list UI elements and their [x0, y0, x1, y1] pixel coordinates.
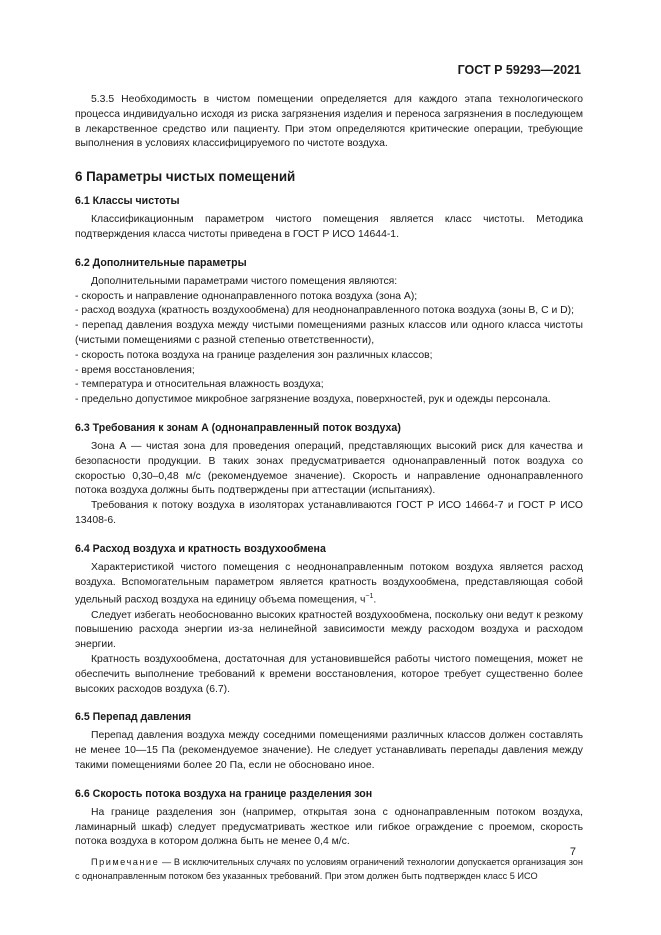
subsection-6-1-title: 6.1 Классы чистоты	[75, 195, 180, 208]
page-content	[75, 93, 583, 883]
paragraph-6-2-intro: Дополнительными параметрами чистого помещения являются:	[91, 275, 398, 287]
paragraph-5-3-5: 5.3.5 Необходимость в чистом помещении определяется для каждого этапа технологического процесса индивидуально исходя из риска загрязнения изделия и переноса загрязнения в последующем в лекарственное средство или пациенту. При этом определяются критические операции, требующие выполнения в условиях классифицируемого по чистоте воздуха.	[75, 94, 583, 150]
paragraph-6-6: На границе разделения зон (например, открытая зона с однонаправленным потоком воздуха, ламинарный шкаф) следует предусматривать жесткое или гибкое ограждение с проемом, скорость потока воздуха в котором должна быть не менее 0,4 м/с.	[75, 806, 583, 848]
paragraph-6-3-1: Зона А — чистая зона для проведения операций, представляющих высокий риск для качества и безопасности продукции. В таких зонах предусматривается однонаправленный поток воздуха со скоростью 0,30–0,48 м/с (рекомендуемое значение). Скорость и направление однонаправленного потока воздуха должны быть подтверждены при аттестации (испытаниях).	[75, 440, 583, 497]
subsection-6-4-title: 6.4 Расход воздуха и кратность воздухообмена	[75, 542, 326, 555]
paragraph-6-4-1	[75, 561, 583, 609]
additional-parameters-list	[75, 290, 583, 408]
document-header: ГОСТ Р 59293—2021	[457, 63, 581, 77]
subsection-6-6-title: 6.6 Скорость потока воздуха на границе разделения зон	[75, 787, 373, 800]
list-item: - температура и относительная влажность воздуха;	[75, 379, 324, 391]
paragraph-6-4-2: Следует избегать необоснованно высоких кратностей воздухообмена, поскольку они ведут к резкому повышению расхода энергии из-за нелинейной зависимости между расходом воздуха и расходом энергии.	[75, 609, 583, 651]
subsection-6-2-title: 6.2 Дополнительные параметры	[75, 256, 247, 269]
note-6-6	[75, 856, 583, 883]
section-6-title: 6 Параметры чистых помещений	[75, 169, 296, 185]
subsection-6-3-title: 6.3 Требования к зонам А (однонаправленный поток воздуха)	[75, 421, 401, 434]
note-label: Примечание	[91, 857, 160, 868]
paragraph-6-5: Перепад давления воздуха между соседними помещениями различных классов должен составлять не менее 10—15 Па (рекомендуемое значение). Не следует устанавливать перепады давления между такими помещениями более 20 Па, если не обосновано иное.	[75, 730, 583, 771]
paragraph-6-4-3: Кратность воздухообмена, достаточная для установившейся работы чистого помещения, может не обеспечить выполнение требований к времени восстановления, которое требует существенно более высоких расходов воздуха (6.7).	[75, 653, 583, 695]
paragraph-6-4-1-text: Характеристикой чистого помещения с неоднонаправленным потоком воздуха является расход воздуха. Вспомогательным параметром является кратность воздухообмена, представляющая собой удельный расход воздуха на единицу объема помещения, ч	[75, 561, 583, 606]
paragraph-6-4-1-end: .	[373, 594, 377, 606]
paragraph-6-3-2: Требования к потоку воздуха в изоляторах устанавливаются ГОСТ Р ИСО 14664-7 и ГОСТ Р ИСО 13408-6.	[75, 500, 583, 526]
list-item: - предельно допустимое микробное загрязнение воздуха, поверхностей, рук и одежды персонала.	[75, 394, 551, 406]
page-number: 7	[569, 846, 576, 858]
list-item: - время восстановления;	[75, 364, 195, 376]
list-item: - скорость потока воздуха на границе разделения зон различных классов;	[75, 349, 433, 361]
list-item: - перепад давления воздуха между чистыми помещениями разных классов или одного класса чистоты (чистыми помещениями с разной степенью ответственности),	[75, 320, 583, 346]
paragraph-6-1: Классификационным параметром чистого помещения является класс чистоты. Методика подтверждения класса чистоты приведена в ГОСТ Р ИСО 14644-1.	[75, 214, 583, 240]
subsection-6-5-title: 6.5 Перепад давления	[75, 711, 192, 724]
list-item: - скорость и направление однонаправленного потока воздуха (зона А);	[75, 290, 418, 302]
list-item: - расход воздуха (кратность воздухообмена) для неоднонаправленного потока воздуха (зоны В, С и D);	[75, 305, 575, 317]
note-text: — В исключительных случаях по условиям ограничений технологии допускается организация зон с однонаправленным потоком без указанных требований. При этом должен быть подтвержден класс 5 ИСО	[75, 857, 583, 881]
unit-exponent: −1	[365, 593, 374, 601]
